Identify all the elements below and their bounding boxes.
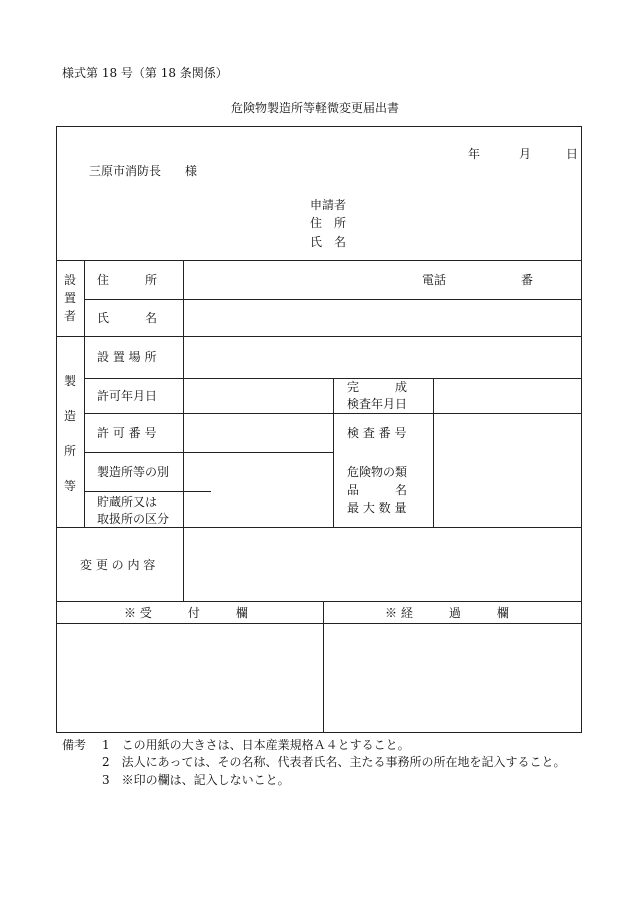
change-content-label: 変 更 の 内 容 — [80, 558, 156, 572]
row-divider — [57, 336, 581, 337]
hazmat-class-label: 危険物の類 — [347, 465, 408, 479]
applicant-address-label: 住 所 — [310, 216, 347, 230]
reception-label: ※ 受 付 欄 — [124, 606, 248, 620]
facility-group-char: 所 — [64, 444, 77, 458]
phone-label: 電話 — [422, 273, 447, 287]
row-divider — [84, 452, 333, 453]
applicant-name-label: 氏 名 — [310, 235, 347, 249]
inspection-date-label: 検査年月日 — [347, 397, 408, 411]
installer-group-char: 設 — [64, 273, 77, 287]
applicant-label: 申請者 — [310, 198, 347, 212]
date-year: 年 — [468, 147, 481, 161]
installer-address-label: 住 所 — [97, 273, 158, 287]
facility-group-char: 製 — [64, 374, 77, 388]
row-divider — [57, 623, 581, 624]
facility-type-label: 製造所等の別 — [97, 465, 170, 479]
row-divider — [84, 299, 581, 300]
inspection-number-label: 検 査 番 号 — [347, 426, 407, 440]
form-number: 様式第 18 号（第 18 条関係） — [62, 66, 228, 80]
row-divider — [84, 491, 211, 492]
row-divider — [57, 260, 581, 261]
column-divider — [183, 260, 184, 601]
max-quantity-label: 最 大 数 量 — [347, 501, 407, 515]
location-label: 設 置 場 所 — [97, 350, 157, 364]
column-divider — [323, 601, 324, 733]
date-day: 日 — [566, 147, 579, 161]
storage-type-label: 取扱所の区分 — [97, 512, 170, 526]
notes-heading: 備考 — [62, 738, 87, 752]
installer-group-char: 置 — [64, 291, 77, 305]
column-divider — [333, 378, 334, 527]
note-item: 2 法人にあっては、その名称、代表者氏名、主たる事務所の所在地を記入すること。 — [102, 755, 566, 769]
row-divider — [57, 527, 581, 528]
facility-group-char: 等 — [64, 479, 77, 493]
completion-label: 完 成 — [347, 380, 408, 394]
note-item: 3 ※印の欄は、記入しないこと。 — [102, 773, 290, 787]
form-title: 危険物製造所等軽微変更届出書 — [230, 101, 399, 115]
note-item: 1 この用紙の大きさは、日本産業規格Ａ４とすること。 — [102, 738, 410, 752]
facility-group-char: 造 — [64, 409, 77, 423]
recipient: 三原市消防長 様 — [89, 164, 198, 178]
permit-date-label: 許可年月日 — [97, 389, 158, 403]
hazmat-name-label: 品 名 — [347, 483, 408, 497]
installer-group-char: 者 — [64, 309, 77, 323]
date-month: 月 — [519, 147, 532, 161]
permit-number-label: 許 可 番 号 — [97, 426, 157, 440]
progress-label: ※ 経 過 欄 — [385, 606, 509, 620]
row-divider — [57, 601, 581, 602]
column-divider — [84, 260, 85, 527]
installer-name-label: 氏 名 — [97, 311, 158, 325]
phone-number-label: 番 — [521, 273, 534, 287]
column-divider — [433, 378, 434, 527]
storage-label: 貯蔵所又は — [97, 495, 158, 509]
